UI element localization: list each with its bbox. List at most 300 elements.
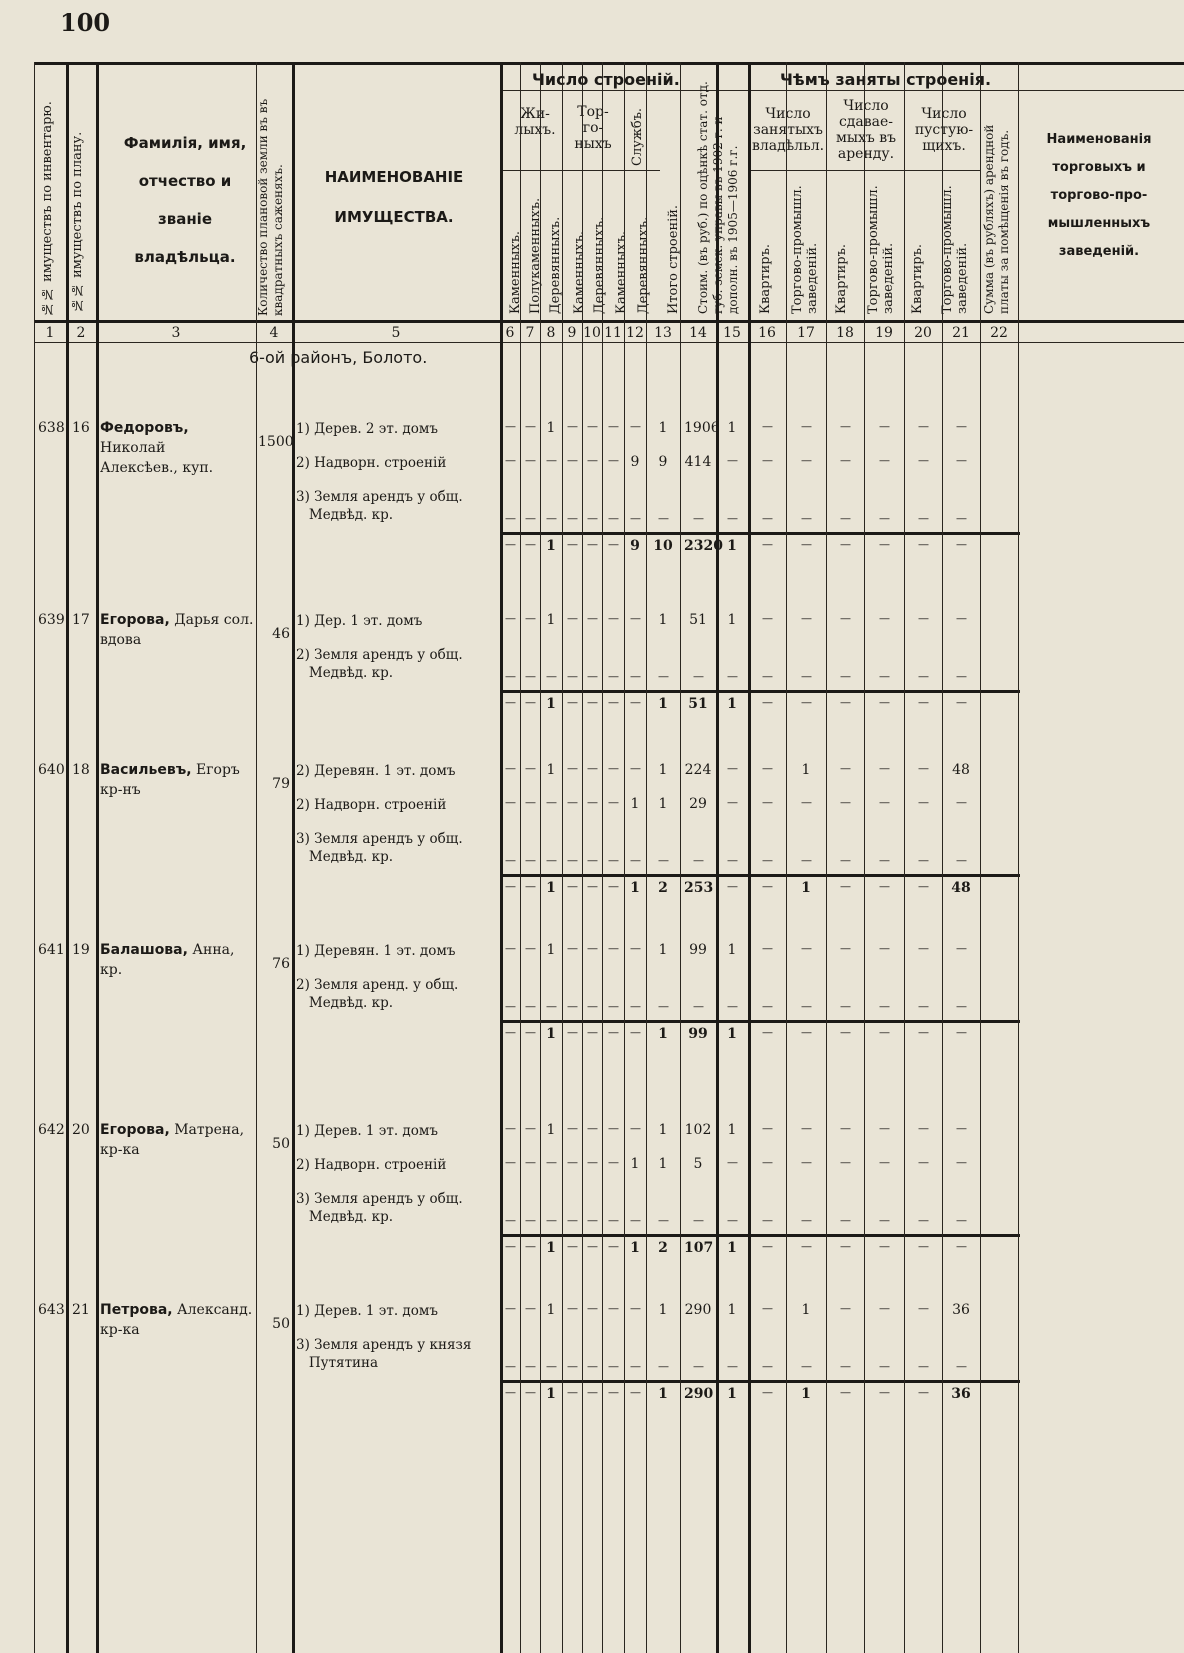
dash-mark: — [608, 796, 619, 809]
inventory-number: 640 [38, 762, 65, 778]
dash-mark: — [918, 454, 929, 467]
property-item-cont: Медвѣд. кр. [296, 1209, 394, 1225]
header-rented: Число сдавае- мыхъ въ аренду. [835, 98, 897, 162]
dash-mark: — [956, 696, 967, 709]
dash-mark: — [918, 1122, 929, 1135]
dash-mark: — [587, 1360, 598, 1373]
dash-mark: — [525, 454, 536, 467]
dash-mark: — [567, 420, 578, 433]
dash-mark: — [608, 762, 619, 775]
dash-mark: — [762, 420, 773, 433]
dash-mark: — [587, 942, 598, 955]
cell-value: 102 [684, 1122, 712, 1138]
dash-mark: — [567, 1386, 578, 1399]
dash-mark: — [608, 420, 619, 433]
dash-mark: — [762, 854, 773, 867]
cell-value: 99 [689, 942, 707, 958]
dash-mark: — [505, 670, 516, 683]
dash-mark: — [587, 1240, 598, 1253]
dash-mark: — [505, 1122, 516, 1135]
owner-surname: Балашова, [100, 942, 188, 958]
property-item: 2) Земля аренд. у общ. Медвѣд. кр. [296, 977, 459, 1011]
dash-mark: — [630, 854, 641, 867]
header-service: Службъ. [630, 107, 645, 166]
dash-mark: — [525, 1386, 536, 1399]
dash-mark: — [956, 1122, 967, 1135]
owner-surname: Васильевъ, [100, 762, 192, 778]
dash-mark: — [546, 1214, 557, 1227]
owner-given: Дарья сол. [169, 612, 254, 628]
owner-title: вдова [100, 632, 142, 648]
column-number: 4 [269, 325, 279, 341]
dash-mark: — [505, 942, 516, 955]
dash-mark: — [608, 854, 619, 867]
dash-mark: — [587, 454, 598, 467]
dash-mark: — [956, 1026, 967, 1039]
dash-mark: — [879, 538, 890, 551]
dash-mark: — [630, 512, 641, 525]
plan-number: 19 [72, 942, 90, 958]
dash-mark: — [879, 854, 890, 867]
column-rule [256, 62, 257, 1653]
column-rule [980, 62, 981, 1653]
dash-mark: — [630, 762, 641, 775]
header-owner-occupied: Число занятыхъ владѣльл. [752, 106, 825, 154]
dash-mark: — [762, 942, 773, 955]
subtotal-apt_owner: 1 [727, 696, 737, 712]
column-number: 2 [76, 325, 86, 341]
dash-mark: — [801, 1122, 812, 1135]
cell-apt_owner: 1 [727, 612, 737, 628]
dash-mark: — [801, 1240, 812, 1253]
cell-svc_wood: 1 [630, 796, 640, 812]
subtotal-wood: 1 [546, 1386, 556, 1402]
dash-mark: — [801, 854, 812, 867]
column-number: 22 [990, 325, 1008, 341]
dash-mark: — [608, 1214, 619, 1227]
column-rule [292, 62, 295, 1653]
property-item: 2) Надворн. строеній [296, 455, 447, 471]
dash-mark: — [587, 670, 598, 683]
column-number: 12 [626, 325, 644, 341]
dash-mark: — [801, 696, 812, 709]
dash-mark: — [608, 612, 619, 625]
dash-mark: — [956, 1214, 967, 1227]
header-commercial-1: Торгово-промышл. заведеній. [790, 185, 820, 314]
column-number: 14 [689, 325, 707, 341]
cell-apt_owner: 1 [727, 420, 737, 436]
dash-mark: — [727, 1156, 738, 1169]
column-number: 3 [171, 325, 181, 341]
dash-mark: — [918, 1360, 929, 1373]
dash-mark: — [525, 1240, 536, 1253]
dash-mark: — [587, 420, 598, 433]
header-apartments-3: Квартиръ. [910, 243, 925, 314]
property-item: 3) Земля арендъ у общ. Медвѣд. кр. [296, 831, 463, 865]
cell-total: 1 [658, 942, 668, 958]
column-rule [96, 62, 99, 1653]
dash-mark: — [587, 538, 598, 551]
header-empty: Число пустую- щихъ. [914, 106, 974, 154]
dash-mark: — [608, 1156, 619, 1169]
land-area: 76 [272, 956, 290, 972]
owner-title: кр-нъ [100, 782, 141, 798]
column-number: 13 [654, 325, 672, 341]
dash-mark: — [762, 1360, 773, 1373]
dash-mark: — [918, 854, 929, 867]
dash-mark: — [587, 796, 598, 809]
dash-mark: — [879, 612, 890, 625]
dash-mark: — [956, 796, 967, 809]
dash-mark: — [801, 670, 812, 683]
dash-mark: — [840, 1026, 851, 1039]
dash-mark: — [567, 696, 578, 709]
cell-value: 1906 [684, 420, 720, 436]
dash-mark: — [918, 1386, 929, 1399]
dash-mark: — [546, 1360, 557, 1373]
dash-mark: — [801, 420, 812, 433]
dash-mark: — [525, 1214, 536, 1227]
dash-mark: — [525, 762, 536, 775]
dash-mark: — [727, 796, 738, 809]
dash-mark: — [505, 1360, 516, 1373]
dash-mark: — [956, 454, 967, 467]
dash-mark: — [567, 1240, 578, 1253]
cell-total: 1 [658, 796, 668, 812]
dash-mark: — [587, 1122, 598, 1135]
cell-value: 5 [693, 1156, 703, 1172]
dash-mark: — [918, 762, 929, 775]
cell-rent: 36 [952, 1302, 970, 1318]
subtotal-apt_owner: 1 [727, 1386, 737, 1402]
dash-mark: — [762, 696, 773, 709]
dash-mark: — [879, 880, 890, 893]
header-trade: Тор- го- ныхъ [574, 104, 612, 152]
dash-mark: — [567, 670, 578, 683]
dash-mark: — [505, 854, 516, 867]
dash-mark: — [727, 1214, 738, 1227]
dash-mark: — [918, 612, 929, 625]
dash-mark: — [587, 1156, 598, 1169]
dash-mark: — [608, 670, 619, 683]
land-area: 46 [272, 626, 290, 642]
dash-mark: — [505, 538, 516, 551]
dash-mark: — [505, 1240, 516, 1253]
cell-apt_owner: 1 [727, 1302, 737, 1318]
dash-mark: — [879, 1122, 890, 1135]
column-number: 19 [875, 325, 893, 341]
cell-value: 51 [689, 612, 707, 628]
dash-mark: — [505, 454, 516, 467]
column-rule [904, 62, 905, 1653]
column-number: 9 [567, 325, 577, 341]
dash-mark: — [727, 1360, 738, 1373]
dash-mark: — [840, 854, 851, 867]
dash-mark: — [608, 1000, 619, 1013]
property-item: 1) Дер. 1 эт. домъ [296, 613, 423, 629]
dash-mark: — [956, 1156, 967, 1169]
subtotal-value: 253 [684, 880, 714, 896]
subtotal-total: 1 [658, 1026, 668, 1042]
header-rent-sum: Сумма (въ рубляхъ) арендной платы за помѣщенія въ годъ. [982, 124, 1011, 314]
owner-name [100, 610, 256, 650]
header-commercial-2: Торгово-промышл. заведеній. [866, 185, 896, 314]
dash-mark: — [840, 670, 851, 683]
dash-mark: — [840, 1386, 851, 1399]
dash-mark: — [525, 942, 536, 955]
cell-value: 414 [684, 454, 712, 470]
dash-mark: — [762, 1240, 773, 1253]
dash-mark: — [630, 1000, 641, 1013]
dash-mark: — [608, 1240, 619, 1253]
header-half-stone: Полукаменныхъ. [528, 197, 543, 314]
plan-number: 17 [72, 612, 90, 628]
cell-value: 29 [689, 796, 707, 812]
dash-mark: — [587, 1026, 598, 1039]
dash-mark: — [567, 1000, 578, 1013]
dash-mark: — [840, 1214, 851, 1227]
dash-mark: — [608, 942, 619, 955]
dash-mark: — [525, 1360, 536, 1373]
cell-value: 224 [684, 762, 712, 778]
dash-mark: — [525, 538, 536, 551]
dash-mark: — [567, 1302, 578, 1315]
column-number: 7 [525, 325, 535, 341]
cell-wood: 1 [546, 1122, 556, 1138]
dash-mark: — [658, 1360, 669, 1373]
dash-mark: — [840, 1240, 851, 1253]
dash-mark: — [587, 696, 598, 709]
dash-mark: — [505, 1214, 516, 1227]
dash-mark: — [879, 1240, 890, 1253]
column-rule [646, 62, 647, 1653]
dash-mark: — [918, 538, 929, 551]
property-item: 1) Дерев. 1 эт. домъ [296, 1123, 438, 1139]
property-item: 3) Земля арендъ у общ. Медвѣд. кр. [296, 1191, 463, 1225]
subtotal-wood: 1 [546, 880, 556, 896]
dash-mark: — [587, 512, 598, 525]
header-land: Количество плановой земли въ въ квадратныхъ саженяхъ. [256, 98, 285, 316]
dash-mark: — [567, 880, 578, 893]
dash-mark: — [956, 1000, 967, 1013]
subtotal-apt_owner: 1 [727, 538, 737, 554]
header-value: Стоим. (въ руб.) по оцѣнкѣ стат. отд. губ. земск. управы въ 1902 г. и дополн. въ 1905—1906 г.г. [696, 81, 740, 314]
dash-mark: — [693, 1360, 704, 1373]
cell-total: 1 [658, 1302, 668, 1318]
inventory-number: 641 [38, 942, 65, 958]
property-item: 3) Земля арендъ у князя Путятина [296, 1337, 472, 1371]
dash-mark: — [608, 538, 619, 551]
subtotal-value: 107 [684, 1240, 714, 1256]
dash-mark: — [762, 1214, 773, 1227]
column-number: 6 [505, 325, 515, 341]
dash-mark: — [658, 670, 669, 683]
dash-mark: — [840, 1122, 851, 1135]
dash-mark: — [608, 512, 619, 525]
header-apartments-1: Квартиръ. [758, 243, 773, 314]
property-item: 2) Земля арендъ у общ. Медвѣд. кр. [296, 647, 463, 681]
dash-mark: — [727, 512, 738, 525]
subtotal-wood: 1 [546, 696, 556, 712]
dash-mark: — [762, 612, 773, 625]
dash-mark: — [956, 612, 967, 625]
dash-mark: — [762, 1386, 773, 1399]
dash-mark: — [630, 1386, 641, 1399]
header-buildings-group: Число строеній. [532, 70, 680, 89]
dash-mark: — [840, 538, 851, 551]
dash-mark: — [727, 854, 738, 867]
dash-mark: — [567, 1360, 578, 1373]
inventory-number: 639 [38, 612, 65, 628]
dash-mark: — [505, 1000, 516, 1013]
subtotal-rent: 36 [951, 1386, 971, 1402]
dash-mark: — [801, 942, 812, 955]
dash-mark: — [762, 538, 773, 551]
dash-mark: — [801, 1156, 812, 1169]
dash-mark: — [630, 696, 641, 709]
dash-mark: — [608, 1026, 619, 1039]
header-col2: №№ имуществъ по плану. [70, 131, 85, 312]
land-area: 79 [272, 776, 290, 792]
dash-mark: — [525, 1000, 536, 1013]
dash-mark: — [918, 1302, 929, 1315]
dash-mark: — [840, 612, 851, 625]
dash-mark: — [567, 1214, 578, 1227]
owner-title: кр-ка [100, 1322, 140, 1338]
owner-given: Николай [100, 440, 166, 456]
owner-title: Алексѣев., куп. [100, 460, 214, 476]
dash-mark: — [567, 796, 578, 809]
column-rule [500, 62, 503, 1653]
property-item: 1) Дерев. 2 эт. домъ [296, 421, 438, 437]
dash-mark: — [505, 1386, 516, 1399]
dash-mark: — [879, 1214, 890, 1227]
dash-mark: — [840, 1302, 851, 1315]
dash-mark: — [956, 854, 967, 867]
cell-apt_rented: 1 [801, 762, 811, 778]
dash-mark: — [956, 1360, 967, 1373]
cell-total: 1 [658, 612, 668, 628]
subtotal-total: 1 [658, 696, 668, 712]
dash-mark: — [762, 512, 773, 525]
dash-mark: — [727, 670, 738, 683]
dash-mark: — [567, 1026, 578, 1039]
subtotal-value: 99 [688, 1026, 708, 1042]
dash-mark: — [956, 420, 967, 433]
owner-surname: Егорова, [100, 1122, 170, 1138]
dash-mark: — [693, 1214, 704, 1227]
column-rule [786, 62, 787, 1653]
column-rule [826, 62, 827, 1653]
cell-total: 1 [658, 1156, 668, 1172]
dash-mark: — [879, 762, 890, 775]
dash-mark: — [567, 538, 578, 551]
dash-mark: — [801, 1000, 812, 1013]
cell-rent: 48 [952, 762, 970, 778]
header-apartments-2: Квартиръ. [834, 243, 849, 314]
dash-mark: — [918, 670, 929, 683]
column-rule [540, 62, 541, 1653]
header-bottom-border [34, 320, 1184, 323]
dash-mark: — [587, 1302, 598, 1315]
column-rule [716, 62, 719, 1653]
column-rule [602, 62, 603, 1653]
district-title: 6-ой районъ, Болото. [249, 348, 428, 367]
dash-mark: — [918, 880, 929, 893]
dash-mark: — [879, 1000, 890, 1013]
dash-mark: — [762, 1026, 773, 1039]
column-rule [1018, 62, 1019, 1653]
dash-mark: — [801, 538, 812, 551]
dash-mark: — [630, 1026, 641, 1039]
cell-apt_owner: 1 [727, 1122, 737, 1138]
dash-mark: — [505, 512, 516, 525]
dash-mark: — [956, 1240, 967, 1253]
dash-mark: — [567, 1156, 578, 1169]
property-item: 2) Надворн. строеній [296, 1157, 447, 1173]
column-rule [582, 62, 583, 1653]
subtotal-apt_rented: 1 [801, 880, 811, 896]
header-total-buildings: Итого строеній. [666, 204, 681, 314]
dash-mark: — [567, 762, 578, 775]
dash-mark: — [505, 1302, 516, 1315]
dash-mark: — [840, 1000, 851, 1013]
dash-mark: — [567, 612, 578, 625]
dash-mark: — [693, 512, 704, 525]
owner-given: Александ. [172, 1302, 253, 1318]
dash-mark: — [630, 1302, 641, 1315]
dash-mark: — [879, 454, 890, 467]
subtotal-wood: 1 [546, 1026, 556, 1042]
column-rule [624, 62, 625, 1653]
dash-mark: — [658, 854, 669, 867]
dash-mark: — [608, 1122, 619, 1135]
dash-mark: — [505, 612, 516, 625]
column-rule [34, 62, 35, 1653]
dash-mark: — [525, 1122, 536, 1135]
owner-given: Егоръ [191, 762, 240, 778]
dash-mark: — [525, 796, 536, 809]
dash-mark: — [505, 696, 516, 709]
land-area: 50 [272, 1136, 290, 1152]
dash-mark: — [918, 1156, 929, 1169]
dash-mark: — [801, 796, 812, 809]
property-item-cont: Медвѣд. кр. [296, 665, 394, 681]
subtotal-total: 1 [658, 1386, 668, 1402]
owner-given: Матрена, [169, 1122, 245, 1138]
owner-name [100, 1120, 256, 1160]
dash-mark: — [762, 670, 773, 683]
cell-total: 9 [658, 454, 668, 470]
dash-mark: — [525, 512, 536, 525]
property-item: 1) Дерев. 1 эт. домъ [296, 1303, 438, 1319]
column-rule [864, 62, 865, 1653]
cell-svc_wood: 1 [630, 1156, 640, 1172]
dash-mark: — [840, 942, 851, 955]
dash-mark: — [546, 454, 557, 467]
dash-mark: — [762, 1156, 773, 1169]
column-rule [520, 62, 521, 1653]
dash-mark: — [801, 612, 812, 625]
column-number-rule [34, 342, 1184, 343]
cell-wood: 1 [546, 942, 556, 958]
cell-wood: 1 [546, 1302, 556, 1318]
dash-mark: — [879, 420, 890, 433]
property-item: 2) Надворн. строеній [296, 797, 447, 813]
dash-mark: — [546, 854, 557, 867]
header-wooden-2: Деревянныхъ. [592, 216, 607, 314]
dash-mark: — [840, 1156, 851, 1169]
